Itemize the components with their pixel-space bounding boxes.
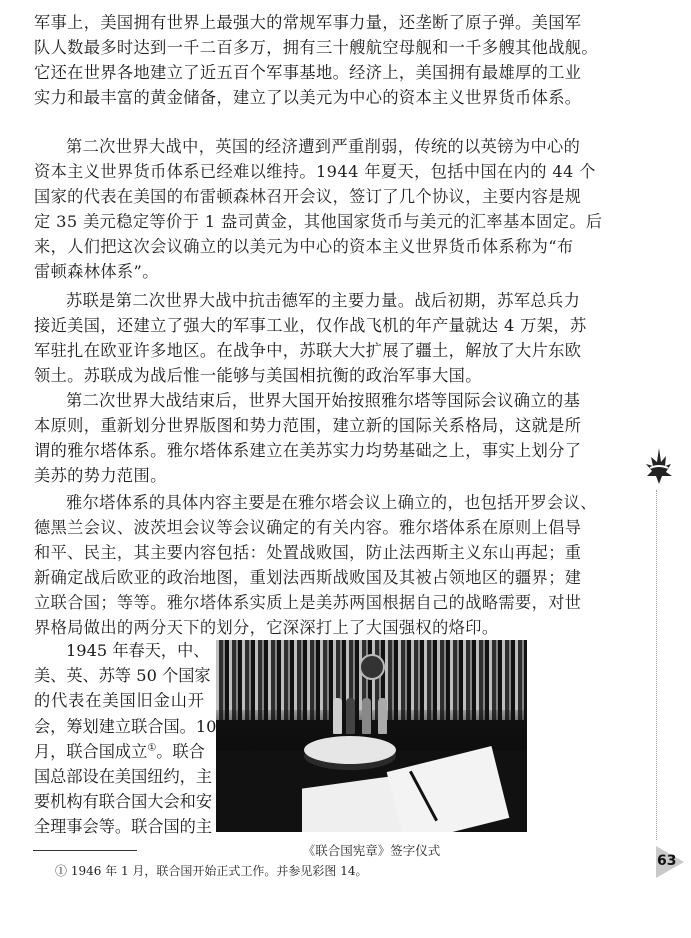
text-line: 定 35 美元稳定等价于 1 盎司黄金，其他国家货币与美元的汇率基本固定。后 xyxy=(34,212,603,231)
text-line: 美苏的势力范围。 xyxy=(34,466,167,485)
text-line: 雷顿森林体系”。 xyxy=(34,262,159,281)
text-line: 雅尔塔体系的具体内容主要是在雅尔塔会议上确立的，也包括开罗会议、 xyxy=(66,493,597,512)
person-figure xyxy=(333,698,342,734)
text-line: 本原则，重新划分世界版图和势力范围，建立新的国际关系格局，这就是所 xyxy=(34,416,582,435)
paragraph-bretton-woods xyxy=(34,134,603,284)
margin-dotted-line xyxy=(656,490,657,840)
text-line: 德黑兰会议、波茨坦会议等会议确定的有关内容。雅尔塔体系在原则上倡导 xyxy=(34,518,582,537)
person-figure xyxy=(362,698,371,734)
open-book-right-page xyxy=(387,746,510,832)
footnote: ① 1946 年 1 月，联合国开始正式工作。并参见彩图 14。 xyxy=(55,864,368,878)
text-line: 它还在世界各地建立了近五百个军事基地。经济上，美国拥有最雄厚的工业 xyxy=(34,63,582,82)
figure-caption: 《联合国宪章》签字仪式 xyxy=(302,843,441,858)
person-figure xyxy=(346,698,355,734)
text-line: 苏联是第二次世界大战中抗击德军的主要力量。战后初期，苏军总兵力 xyxy=(66,291,581,310)
text-fragment: 月，联合国成立 xyxy=(34,741,148,761)
round-table xyxy=(304,736,396,764)
text-line: 新确定战后欧亚的政治地图，重划法西斯战败国及其被占领地区的疆界；建 xyxy=(34,568,582,587)
paragraph-soviet-union xyxy=(34,288,587,388)
paragraph-us-military-economy xyxy=(34,10,598,110)
text-line: 接近美国，还建立了强大的军事工业，仅作战飞机的年产量就达 4 万架，苏 xyxy=(34,316,587,335)
flags-backdrop xyxy=(216,640,527,720)
text-line: 国总部设在美国纽约，主 xyxy=(34,767,213,787)
text-line: 实力和最丰富的黄金储备，建立了以美元为中心的资本主义世界货币体系。 xyxy=(34,88,582,107)
paragraph-yalta-system xyxy=(34,388,582,488)
text-line: 第二次世界大战结束后，世界大国开始按照雅尔塔等国际会议确立的基 xyxy=(66,391,581,410)
text-line: 要机构有联合国大会和安 xyxy=(34,792,213,812)
decorative-ornament-icon xyxy=(644,446,674,486)
paragraph-united-nations xyxy=(34,638,217,840)
text-line: 国家的代表在美国的布雷顿森林召开会议，签订了几个协议，主要内容是规 xyxy=(34,187,582,206)
text-line: 界格局做出的两分天下的划分，它深深打上了大国强权的烙印。 xyxy=(34,618,499,637)
page-number: 63 xyxy=(657,853,677,869)
text-line: 领土。苏联成为战后惟一能够与美国相抗衡的政治军事大国。 xyxy=(34,366,482,385)
text-line: 立联合国；等等。雅尔塔体系实质上是美苏两国根据自己的战略需要，对世 xyxy=(34,593,582,612)
un-charter-signing-photo xyxy=(216,640,527,832)
text-line: 第二次世界大战中，英国的经济遭到严重削弱，传统的以英镑为中心的 xyxy=(66,137,581,156)
text-line: 军驻扎在欧亚许多地区。在战争中，苏联大大扩展了疆土，解放了大片东欧 xyxy=(34,341,582,360)
paragraph-yalta-details xyxy=(34,490,597,640)
text-line: 全理事会等。联合国的主 xyxy=(34,817,213,837)
footnote-divider xyxy=(33,850,137,851)
text-line: 的代表在美国旧金山开 xyxy=(34,691,204,711)
footnote-reference[interactable]: ① xyxy=(147,742,157,754)
person-figure xyxy=(378,698,387,734)
text-line: 会，筹划建立联合国。10 xyxy=(34,716,217,736)
text-line: 谓的雅尔塔体系。雅尔塔体系建立在美苏实力均势基础之上，事实上划分了 xyxy=(34,441,582,460)
text-line: 和平、民主，其主要内容包括：处置战败国，防止法西斯主义东山再起；重 xyxy=(34,543,582,562)
text-line: 美、英、苏等 50 个国家 xyxy=(34,666,211,686)
text-line: 资本主义世界货币体系已经难以维持。1944 年夏天，包括中国在内的 44 个 xyxy=(34,162,596,181)
text-fragment: 。联合 xyxy=(156,741,205,761)
text-line: 队人数最多时达到一千二百多万，拥有三十艘航空母舰和一千多艘其他战舰。 xyxy=(34,38,598,57)
text-line: 来，人们把这次会议确立的以美元为中心的资本主义世界货币体系称为“布 xyxy=(34,237,574,256)
un-emblem-icon xyxy=(359,654,385,680)
text-line-with-footnote xyxy=(34,739,204,764)
text-line: 军事上，美国拥有世界上最强大的常规军事力量，还垄断了原子弹。美国军 xyxy=(34,13,582,32)
text-line: 1945 年春天，中、 xyxy=(66,641,210,660)
